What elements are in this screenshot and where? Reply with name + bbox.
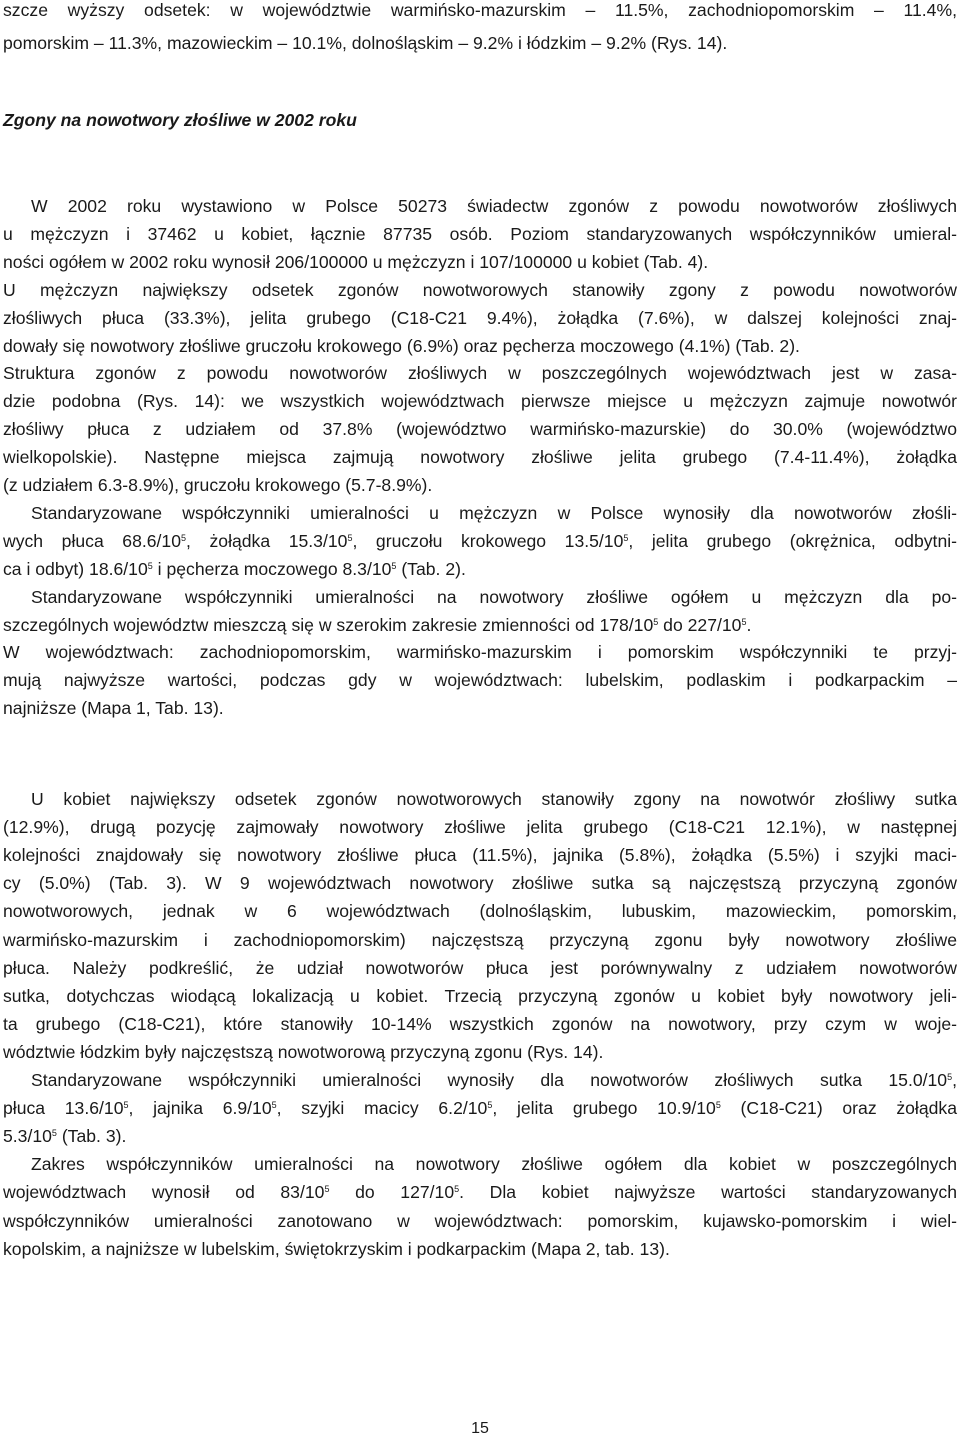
superscript: 5 xyxy=(741,616,747,627)
superscript: 5 xyxy=(487,1100,493,1111)
text-run: , jelita grubego 10.9/10 xyxy=(492,1098,716,1119)
paragraph-line xyxy=(3,1151,957,1177)
paragraph-line xyxy=(3,1208,957,1234)
text-run: . Dla kobiet najwyższe wartości standaryzowanych xyxy=(459,1182,957,1203)
paragraph-line xyxy=(3,1095,957,1121)
text-run: wielkopolskie). Następne miejsca zajmują nowotwory złośliwe jelita grubego (7.4-11.4%), żołądka xyxy=(3,447,957,468)
text-run: cy (5.0%) (Tab. 3). W 9 województwach nowotwory złośliwe sutka są najczęstszą przyczyną zgonów xyxy=(3,873,957,894)
text-run: kolejności znajdowały się nowotwory złośliwe płuca (11.5%), jajnika (5.8%), żołądka (5.5%) i szyjki maci- xyxy=(3,845,957,866)
superscript: 5 xyxy=(653,616,659,627)
text-run: Zakres współczynników umieralności na nowotwory złośliwe ogółem dla kobiet w poszczególnych xyxy=(31,1154,957,1175)
paragraph-line xyxy=(3,333,957,359)
superscript: 5 xyxy=(391,560,397,571)
text-run: u mężczyzn i 37462 u kobiet, łącznie 87735 osób. Poziom standaryzowanych współczynników umieral- xyxy=(3,223,957,244)
text-run: , szyjki macicy 6.2/10 xyxy=(276,1098,488,1119)
paragraph-line xyxy=(3,870,957,896)
text-run: (C18-C21) oraz żołądka xyxy=(720,1098,957,1119)
text-run: i pęcherza moczowego 8.3/10 xyxy=(152,558,392,579)
text-run: W 2002 roku wystawiono w Polsce 50273 świadectw zgonów z powodu nowotworów złośliwych xyxy=(31,196,957,216)
section-heading: Zgony na nowotwory złośliwe w 2002 roku xyxy=(3,110,357,130)
paragraph-line xyxy=(3,249,957,275)
paragraph-line xyxy=(3,388,957,414)
text-run: Standaryzowane współczynniki umieralności na nowotwory złośliwe ogółem u mężczyzn dla po- xyxy=(31,586,957,607)
paragraph-line xyxy=(3,842,957,868)
superscript: 5 xyxy=(324,1184,330,1195)
paragraph-line xyxy=(3,612,957,638)
paragraph-line xyxy=(3,1179,957,1205)
text-run: (Tab. 3). xyxy=(56,1126,127,1147)
paragraph-line xyxy=(3,193,957,219)
text-run: płuca 13.6/10 xyxy=(3,1098,124,1119)
superscript: 5 xyxy=(623,532,629,543)
text-run: do 127/10 xyxy=(329,1182,455,1203)
text-run: 5.3/10 xyxy=(3,1126,52,1147)
text-run: nowotworowych, jednak w 6 województwach (dolnośląskim, lubuskim, mazowieckim, pomorskim, xyxy=(3,901,957,922)
paragraph-line xyxy=(3,1039,957,1065)
text-run: , xyxy=(952,1070,957,1090)
text-run: warmińsko-mazurskim i zachodniopomorskim) najczęstszą przyczyną zgonu były nowotwory złośliwe xyxy=(3,929,957,950)
text-run: U mężczyzn największy odsetek zgonów nowotworowych stanowiły zgony z powodu nowotworów xyxy=(3,279,957,300)
paragraph-line xyxy=(3,416,957,442)
text-run: dowały się nowotwory złośliwe gruczołu krokowego (6.9%) oraz pęcherza moczowego (4.1%) (Tab. 2). xyxy=(3,335,800,356)
text-run: (z udziałem 6.3-8.9%), gruczołu krokowego (5.7-8.9%). xyxy=(3,475,433,495)
superscript: 5 xyxy=(347,532,353,543)
paragraph-line xyxy=(3,786,957,812)
paragraph-line xyxy=(3,444,957,470)
paragraph-line xyxy=(3,1011,957,1037)
paragraph-line xyxy=(3,360,957,386)
superscript: 5 xyxy=(51,1128,57,1139)
paragraph-line xyxy=(3,277,957,303)
text-run: płuca. Należy podkreślić, że udział nowotworów płuca jest porównywalny z udziałem nowotworów xyxy=(3,957,957,978)
paragraph-line xyxy=(3,814,957,840)
paragraph-line xyxy=(3,472,957,498)
text-run: sutka, dotychczas wiodącą lokalizacją u kobiet. Trzecią przyczyną zgonów u kobiet były nowotwory jeli- xyxy=(3,985,957,1006)
paragraph-line xyxy=(3,1067,957,1093)
superscript: 5 xyxy=(947,1072,953,1082)
paragraph-line xyxy=(3,983,957,1009)
text-run: szczególnych województw mieszczą się w szerokim zakresie zmienności od 178/10 xyxy=(3,614,654,635)
paragraph-line xyxy=(3,221,957,247)
text-run: wództwie łódzkim były najczęstszą nowotworową przyczyną zgonu (Rys. 14). xyxy=(3,1041,604,1062)
paragraph-line xyxy=(3,695,957,721)
text-run: , jelita grubego (okrężnica, odbytni- xyxy=(628,530,957,551)
superscript: 5 xyxy=(123,1100,129,1111)
superscript: 5 xyxy=(181,532,187,543)
paragraph-line: szcze wyższy odsetek: w województwie warmińsko-mazurskim – 11.5%, zachodniopomorskim – 11.4%, xyxy=(3,0,957,20)
paragraph-line xyxy=(3,667,957,693)
text-run: Struktura zgonów z powodu nowotworów złośliwych w poszczególnych województwach jest w zasa- xyxy=(3,363,957,384)
text-run: U kobiet największy odsetek zgonów nowotworowych stanowiły zgony na nowotwór złośliwy sutka xyxy=(31,789,957,809)
superscript: 5 xyxy=(715,1100,721,1111)
text-run: kopolskim, a najniższe w lubelskim, świętokrzyskim i podkarpackim (Mapa 2, tab. 13). xyxy=(3,1238,670,1259)
paragraph-line xyxy=(3,927,957,953)
text-run: (Tab. 2). xyxy=(396,558,466,579)
text-run: Standaryzowane współczynniki umieralności wynosiły dla nowotworów złośliwych sutka 15.0/10 xyxy=(31,1070,948,1090)
paragraph-line xyxy=(3,955,957,981)
text-run: (12.9%), drugą pozycję zajmowały nowotwory złośliwe jelita grubego (C18-C21 12.1%), w następnej xyxy=(3,817,957,838)
paragraph-line xyxy=(3,639,957,665)
paragraph-line xyxy=(3,305,957,331)
paragraph-line xyxy=(3,528,957,554)
text-run: mują najwyższe wartości, podczas gdy w województwach: lubelskim, podlaskim i podkarpackim – xyxy=(3,670,957,691)
text-run: . xyxy=(746,614,752,635)
text-run: W województwach: zachodniopomorskim, warmińsko-mazurskim i pomorskim współczynniki te przyj- xyxy=(3,642,957,663)
text-run: , jajnika 6.9/10 xyxy=(128,1098,272,1119)
paragraph-line: pomorskim – 11.3%, mazowieckim – 10.1%, dolnośląskim – 9.2% i łódzkim – 9.2% (Rys. 14). xyxy=(3,33,728,53)
text-run: złośliwy płuca z udziałem od 37.8% (województwo warmińsko-mazurskie) do 30.0% (województwo xyxy=(3,419,957,440)
superscript: 5 xyxy=(147,560,153,571)
text-run: Standaryzowane współczynniki umieralności u mężczyzn w Polsce wynosiły dla nowotworów złośli- xyxy=(31,502,957,523)
text-run: wych płuca 68.6/10 xyxy=(3,530,182,551)
paragraph-line xyxy=(3,898,957,924)
paragraph-line xyxy=(3,1123,957,1149)
paragraph-line xyxy=(3,1236,957,1262)
paragraph-line xyxy=(3,556,957,582)
text-run: , gruczołu krokowego 13.5/10 xyxy=(352,530,624,551)
text-run: do 227/10 xyxy=(658,614,742,635)
text-run: najniższe (Mapa 1, Tab. 13). xyxy=(3,698,224,719)
text-run: ta grubego (C18-C21), które stanowiły 10-14% wszystkich zgonów na nowotwory, przy czym w woje- xyxy=(3,1013,957,1034)
page-number: 15 xyxy=(471,1420,489,1437)
text-run: współczynników umieralności zanotowano w województwach: pomorskim, kujawsko-pomorskim i wiel- xyxy=(3,1210,957,1231)
superscript: 5 xyxy=(271,1100,277,1111)
text-run: złośliwych płuca (33.3%), jelita grubego (C18-C21 9.4%), żołądka (7.6%), w dalszej kolejności znaj- xyxy=(3,307,957,328)
text-run: dzie podobna (Rys. 14): we wszystkich województwach pierwsze miejsce u mężczyzn zajmuje nowotwór xyxy=(3,391,957,412)
paragraph-line xyxy=(3,500,957,526)
text-run: województwach wynosił od 83/10 xyxy=(3,1182,325,1203)
text-run: ności ogółem w 2002 roku wynosił 206/100000 u mężczyzn i 107/100000 u kobiet (Tab. 4). xyxy=(3,251,709,272)
superscript: 5 xyxy=(454,1184,460,1195)
paragraph-line xyxy=(3,584,957,610)
text-run: ca i odbyt) 18.6/10 xyxy=(3,558,148,579)
text-run: , żołądka 15.3/10 xyxy=(186,530,348,551)
